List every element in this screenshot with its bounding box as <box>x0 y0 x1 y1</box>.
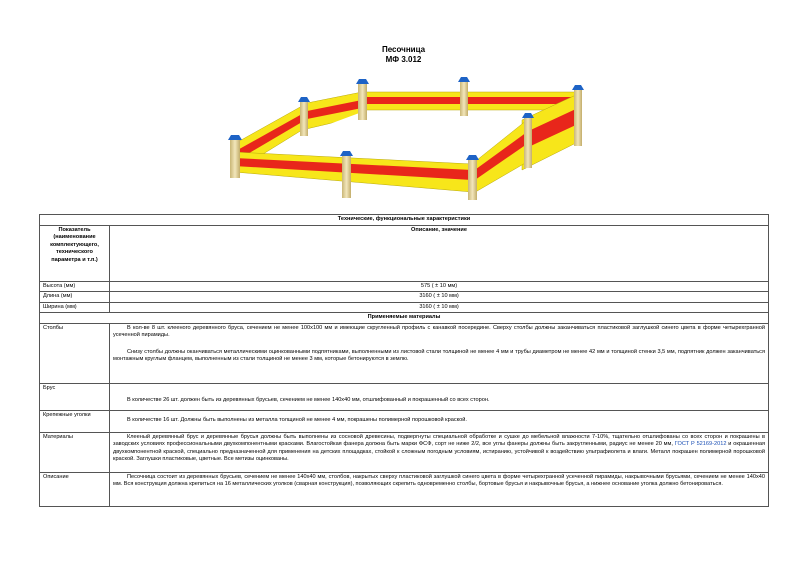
material-row <box>40 383 769 410</box>
material-row <box>40 432 769 472</box>
param-row <box>40 292 769 303</box>
material-name: Описание <box>40 472 110 506</box>
material-text: В количестве 16 шт. Должны быть выполнены из металла толщиной не менее 4 мм, покрашены полимерной порошковой краской. <box>127 417 467 424</box>
param-row <box>40 302 769 313</box>
material-name: Материалы <box>40 432 110 472</box>
sandbox-illustration <box>222 72 592 212</box>
material-name: Столбы <box>40 323 110 383</box>
material-text: Клееный деревянный брус и деревянные брусья должны быть выполнены из сосновой древесины, подвергнуты специальной обработке и сушке до мебельной влажности 7-10%, тщательно отшлифованы со всех сторон и покрашены в заводских условиях профессиональными двухкомпонентными красками. Влагостойкая фанера должна быть марки ФСФ, сорт не ниже 2/2, все углы фанеры должны быть закругленными, радиус не менее 20 мм, <box>113 433 765 448</box>
param-row <box>40 281 769 292</box>
material-text: В кол-ве 8 шт. клееного деревянного бруса, сечением не менее 100х100 мм и имеющие скругленный профиль с канавкой посередине. Сверху столбы должны заканчиваться пластиковой заглушкой синего цвета в форме четырехгранной усеченной пирамиды. <box>113 324 765 339</box>
material-text: В количестве 26 шт. должен быть из деревянных брусьев, сечением не менее 140х40 мм, отшлифованный и покрашенный со всех сторон. <box>127 397 490 404</box>
material-text: и окрашенная двухкомпонентной краской, специально предназначенной для применения на детских площадках, стойкой к сложным погодным условиям, истиранию, устойчивой к воздействию ультрафиолета и влаги. Металл покрашен полимерной порошковой краской. Заглушки пластиковые, цветные. Все метизы оцинкованы. <box>113 441 765 463</box>
material-name: Крепежные уголки <box>40 410 110 432</box>
model-code: МФ 3.012 <box>385 55 422 64</box>
specification-table <box>39 214 769 507</box>
material-text: Песочница состоит из деревянных брусьев, сечением не менее 140х40 мм, столбов, накрытых сверху пластиковой заглушкой синего цвета в форме четырехгранной усеченной пирамиды, накрывочными брусьями, сечением не менее 140х40 мм. Вся конструкция должна крепиться на 16 металлических уголков (сварная конструкция), позволяющих скрепить одновременно столбы, бортовые брусья и накрывочные брусья, а нижнее основание уголка должно бетонироваться. <box>113 473 765 488</box>
page-title: Песочница <box>381 45 426 54</box>
post <box>228 135 242 178</box>
material-row <box>40 410 769 432</box>
header-description: Описание, значение <box>110 225 769 281</box>
gost-link[interactable]: ГОСТ Р 52169-2012 <box>674 441 727 448</box>
param-value: 3160 ( ± 10 мм) <box>110 292 769 303</box>
param-name: Высота (мм) <box>40 281 110 292</box>
material-name: Брус <box>40 383 110 410</box>
section-title-materials: Применяемые материалы <box>40 313 769 324</box>
param-value: 575 ( ± 10 мм) <box>110 281 769 292</box>
material-text: Снизу столбы должны оканчиваться металлическими оцинкованными подпятниками, выполненными из листовой стали толщиной не менее 4 мм и трубы диаметром не менее 42 мм и толщиной стенки 3,5 мм, подпятник должен заканчиваться монтажным круглым фланцем, выполненным из стали толщиной не менее 3 мм, которые бетонируются в землю. <box>113 348 765 363</box>
param-name: Длина (мм) <box>40 292 110 303</box>
material-row <box>40 472 769 506</box>
material-row <box>40 323 769 383</box>
header-parameter: Показатель (наименование комплектующего, технического параметра и т.п.) <box>40 225 110 281</box>
param-name: Ширина (мм) <box>40 302 110 313</box>
param-value: 3160 ( ± 10 мм) <box>110 302 769 313</box>
section-title-specs: Технические, функциональные характеристики <box>40 215 769 226</box>
